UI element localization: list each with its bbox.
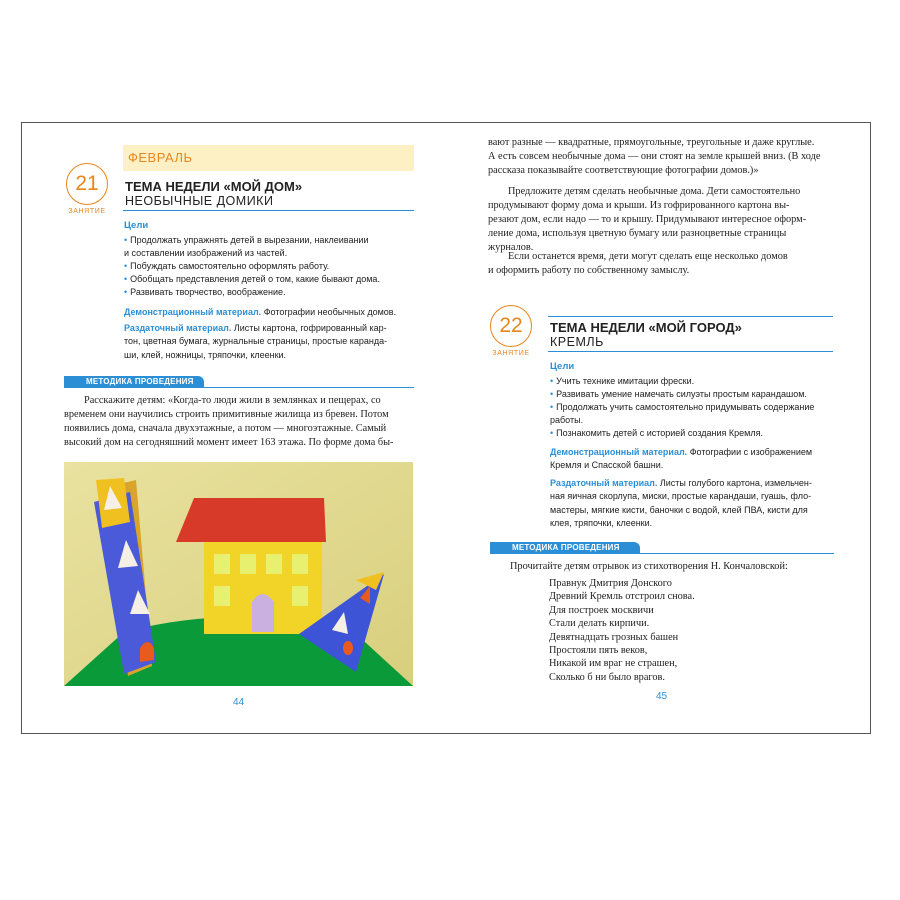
lesson-number-badge: 21	[66, 163, 108, 205]
poem-line: Никакой им враг не страшен,	[549, 658, 678, 670]
extra-time-text: Если останется время, дети могут сделать еще несколько домов и оформить работу по собственному замыслу.	[488, 251, 788, 277]
goals-list	[124, 234, 414, 299]
goal-item: • Обобщать представления детей о том, какие бывают дома.	[124, 274, 380, 284]
title-overline	[548, 316, 833, 317]
goal-item: • Учить технике имитации фрески.	[550, 376, 695, 386]
page-number-left: 44	[233, 697, 245, 708]
lesson-number-badge: 22	[490, 305, 532, 347]
house-window	[214, 586, 230, 606]
poem-line: Правнук Дмитрия Донского	[549, 578, 672, 589]
house-window	[292, 586, 308, 606]
handout-material: Раздаточный материал. Листы голубого картона, измельчен- ная яичная скорлупа, миски, простые карандаши, гуашь, фло- мастеры, мягкие кисти, баночки с водой, клей ПВА, кисти для клея, тряпочки, клеенки.	[550, 478, 812, 528]
title-underline	[123, 210, 414, 211]
goal-item: • Развивать умение намечать силуэты простым карандашом.	[550, 389, 807, 399]
poem	[549, 577, 695, 684]
house-roof	[176, 498, 326, 542]
story-text: Расскажите детям: «Когда-то люди жили в землянках и пещерах, со временем они научились строить примитивные жилища из бревен. Потом появились дома, сначала двухэтажные, а потом — многоэтажные. Самый высокий дом на сегодняшний момент имеет 163 этажа. По форме дома бы-	[64, 395, 394, 449]
house-door	[252, 594, 274, 632]
method-header	[64, 376, 414, 388]
craft-illustration	[64, 462, 413, 686]
demo-material: Демонстрационный материал. Фотографии необычных домов.	[124, 307, 397, 317]
house-window	[266, 554, 282, 574]
offer-text: Предложите детям сделать необычные дома. Дети самостоятельно продумывают форму дома и крыши. Из гофрированного картона вы- резают дом, если надо — то и крышу. Придумывают интересное оформ- ление дома, используя цветную бумагу или разноцветные страницы журналов.	[488, 186, 807, 254]
method-label: МЕТОДИКА ПРОВЕДЕНИЯ	[490, 542, 640, 554]
goal-item: • Развивать творчество, воображение.	[124, 287, 286, 297]
month-label: ФЕВРАЛЬ	[128, 150, 193, 165]
goal-item: • Продолжать упражнять детей в вырезании, наклеивании	[124, 235, 369, 245]
goal-item: • Познакомить детей с историей создания Кремля.	[550, 428, 763, 438]
goals-title: Цели	[550, 361, 575, 372]
poem-line: Сколько б ни было врагов.	[549, 671, 665, 683]
goal-item: • Побуждать самостоятельно оформлять работу.	[124, 261, 330, 271]
lesson-label: ЗАНЯТИЕ	[68, 208, 106, 215]
house-window	[214, 554, 230, 574]
house-window	[292, 554, 308, 574]
page-number-right: 45	[656, 691, 668, 702]
goal-item: • Продолжать учить самостоятельно придумывать содержание	[550, 402, 815, 412]
lesson-subtheme: КРЕМЛЬ	[550, 335, 604, 349]
story-continuation: вают разные — квадратные, прямоугольные, треугольные и даже круглые. А есть совсем необычные дома — они стоят на земле крышей вниз. (В ходе рассказа показывайте соответствующие фотографии домов.)»	[488, 137, 821, 177]
craft-photo	[64, 462, 413, 686]
goals-list	[550, 375, 835, 440]
demo-material: Демонстрационный материал. Фотографии с изображением Кремля и Спасской башни.	[550, 447, 813, 471]
handout-material: Раздаточный материал. Листы картона, гофрированный кар- тон, цветная бумага, журнальные страницы, простые каранда- ши, клей, ножницы, тряпочки, клеенки.	[124, 323, 388, 360]
poem-line: Стали делать кирпичи.	[549, 618, 650, 630]
month-banner	[123, 145, 414, 171]
triangle-door	[343, 641, 353, 655]
poem-line: Простояли пять веков,	[549, 645, 648, 657]
week-theme: ТЕМА НЕДЕЛИ «МОЙ ДОМ»	[125, 179, 303, 194]
goals-title: Цели	[124, 220, 149, 231]
book-spread	[21, 122, 871, 734]
poem-line: Древний Кремль отстроил снова.	[549, 591, 695, 603]
house-window	[240, 554, 256, 574]
week-theme: ТЕМА НЕДЕЛИ «МОЙ ГОРОД»	[550, 320, 742, 335]
poem-line: Для построек москвичи	[549, 604, 654, 616]
title-underline	[548, 351, 833, 352]
poem-intro: Прочитайте детям отрывок из стихотворения Н. Кончаловской:	[510, 561, 788, 572]
method-label: МЕТОДИКА ПРОВЕДЕНИЯ	[64, 376, 204, 388]
goal-item-cont: и составлении изображений из частей.	[124, 248, 288, 258]
poem-line: Девятнадцать грозных башен	[549, 631, 679, 643]
method-header	[490, 542, 834, 554]
lesson-subtheme: НЕОБЫЧНЫЕ ДОМИКИ	[125, 194, 274, 208]
lesson-label: ЗАНЯТИЕ	[492, 350, 530, 357]
goal-item-cont: работы.	[550, 415, 584, 425]
